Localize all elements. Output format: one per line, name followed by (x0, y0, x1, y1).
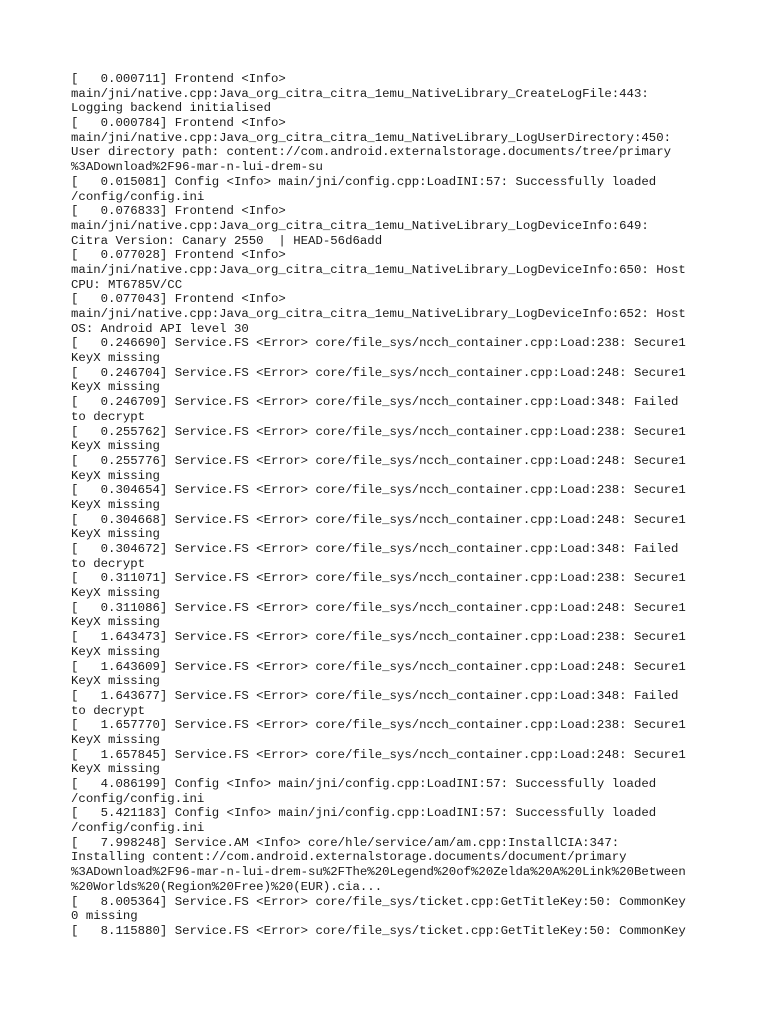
log-line: KeyX missing (71, 732, 160, 747)
log-line: [ 0.246704] Service.FS <Error> core/file_sys/ncch_container.cpp:Load:248: Secure1 (71, 365, 686, 380)
log-line: KeyX missing (71, 674, 160, 689)
log-line: to decrypt (71, 703, 146, 718)
log-line: [ 1.643609] Service.FS <Error> core/file_sys/ncch_container.cpp:Load:248: Secure1 (71, 659, 686, 674)
log-line: KeyX missing (71, 468, 160, 483)
log-line: %20Worlds%20(Region%20Free)%20(EUR).cia... (71, 879, 383, 894)
log-line: KeyX missing (71, 586, 160, 601)
log-line: User directory path: content://com.android.externalstorage.documents/tree/primary (71, 145, 672, 160)
log-line: KeyX missing (71, 439, 160, 454)
log-line: KeyX missing (71, 644, 160, 659)
log-line: CPU: MT6785V/CC (71, 277, 183, 292)
log-line: [ 0.311071] Service.FS <Error> core/file_sys/ncch_container.cpp:Load:238: Secure1 (71, 571, 686, 586)
log-line: [ 1.643473] Service.FS <Error> core/file_sys/ncch_container.cpp:Load:238: Secure1 (71, 630, 686, 645)
log-line: OS: Android API level 30 (71, 321, 249, 336)
log-line: [ 0.255762] Service.FS <Error> core/file_sys/ncch_container.cpp:Load:238: Secure1 (71, 424, 686, 439)
log-line: %3ADownload%2F96-mar-n-lui-drem-su%2FThe%20Legend%20of%20Zelda%20A%20Link%20Between (71, 865, 686, 880)
log-line: 0 missing (71, 909, 138, 924)
log-line: Installing content://com.android.externalstorage.documents/document/primary (71, 850, 627, 865)
log-line: [ 8.005364] Service.FS <Error> core/file_sys/ticket.cpp:GetTitleKey:50: CommonKey (71, 894, 686, 909)
log-line: [ 0.304672] Service.FS <Error> core/file_sys/ncch_container.cpp:Load:348: Failed (71, 542, 679, 556)
log-line: [ 5.421183] Config <Info> main/jni/config.cpp:LoadINI:57: Successfully loaded (71, 806, 657, 821)
log-line: [ 1.657770] Service.FS <Error> core/file_sys/ncch_container.cpp:Load:238: Secure1 (71, 718, 686, 733)
log-line: [ 0.077028] Frontend <Info> (71, 248, 286, 263)
log-line: [ 1.657845] Service.FS <Error> core/file_sys/ncch_container.cpp:Load:248: Secure1 (71, 747, 686, 762)
log-line: Logging backend initialised (71, 101, 272, 116)
log-line: main/jni/native.cpp:Java_org_citra_citra_1emu_NativeLibrary_CreateLogFile:443: (71, 86, 649, 101)
log-line: KeyX missing (71, 497, 160, 512)
log-line: [ 0.304668] Service.FS <Error> core/file_sys/ncch_container.cpp:Load:248: Secure1 (71, 512, 686, 527)
log-line: KeyX missing (71, 615, 160, 630)
log-line: [ 0.000784] Frontend <Info> (71, 116, 286, 131)
log-line: [ 7.998248] Service.AM <Info> core/hle/service/am/am.cpp:InstallCIA:347: (71, 835, 620, 850)
log-line: [ 0.255776] Service.FS <Error> core/file_sys/ncch_container.cpp:Load:248: Secure1 (71, 453, 686, 468)
log-line: [ 0.076833] Frontend <Info> (71, 204, 286, 219)
log-line: KeyX missing (71, 351, 160, 366)
log-line: main/jni/native.cpp:Java_org_citra_citra_1emu_NativeLibrary_LogDeviceInfo:652: Host (71, 307, 686, 321)
log-line: %3ADownload%2F96-mar-n-lui-drem-su (71, 160, 323, 175)
log-line: KeyX missing (71, 380, 160, 395)
log-line: KeyX missing (71, 527, 160, 542)
log-line: KeyX missing (71, 762, 160, 777)
log-line: /config/config.ini (71, 821, 205, 836)
log-line: to decrypt (71, 556, 146, 571)
log-line: [ 0.246690] Service.FS <Error> core/file_sys/ncch_container.cpp:Load:238: Secure1 (71, 336, 686, 351)
log-line: Citra Version: Canary 2550 | HEAD-56d6add (71, 233, 383, 248)
log-line: /config/config.ini (71, 189, 205, 204)
log-line: [ 0.077043] Frontend <Info> (71, 292, 286, 307)
log-line: [ 8.115880] Service.FS <Error> core/file_sys/ticket.cpp:GetTitleKey:50: CommonKey (71, 923, 686, 938)
log-line: [ 0.015081] Config <Info> main/jni/config.cpp:LoadINI:57: Successfully loaded (71, 174, 657, 189)
log-document (71, 72, 731, 939)
log-line: main/jni/native.cpp:Java_org_citra_citra_1emu_NativeLibrary_LogDeviceInfo:649: (71, 218, 649, 233)
log-line: main/jni/native.cpp:Java_org_citra_citra_1emu_NativeLibrary_LogDeviceInfo:650: Host (71, 262, 686, 277)
log-line: [ 1.643677] Service.FS <Error> core/file_sys/ncch_container.cpp:Load:348: Failed (71, 688, 679, 703)
log-line: to decrypt (71, 409, 146, 424)
log-line: [ 0.311086] Service.FS <Error> core/file_sys/ncch_container.cpp:Load:248: Secure1 (71, 600, 686, 615)
log-line: [ 0.304654] Service.FS <Error> core/file_sys/ncch_container.cpp:Load:238: Secure1 (71, 483, 686, 498)
log-line: main/jni/native.cpp:Java_org_citra_citra_1emu_NativeLibrary_LogUserDirectory:450: (71, 130, 672, 145)
log-line: [ 0.246709] Service.FS <Error> core/file_sys/ncch_container.cpp:Load:348: Failed (71, 395, 679, 410)
log-line: /config/config.ini (71, 791, 205, 806)
log-line: [ 0.000711] Frontend <Info> (71, 72, 286, 86)
log-line: [ 4.086199] Config <Info> main/jni/config.cpp:LoadINI:57: Successfully loaded (71, 777, 657, 791)
